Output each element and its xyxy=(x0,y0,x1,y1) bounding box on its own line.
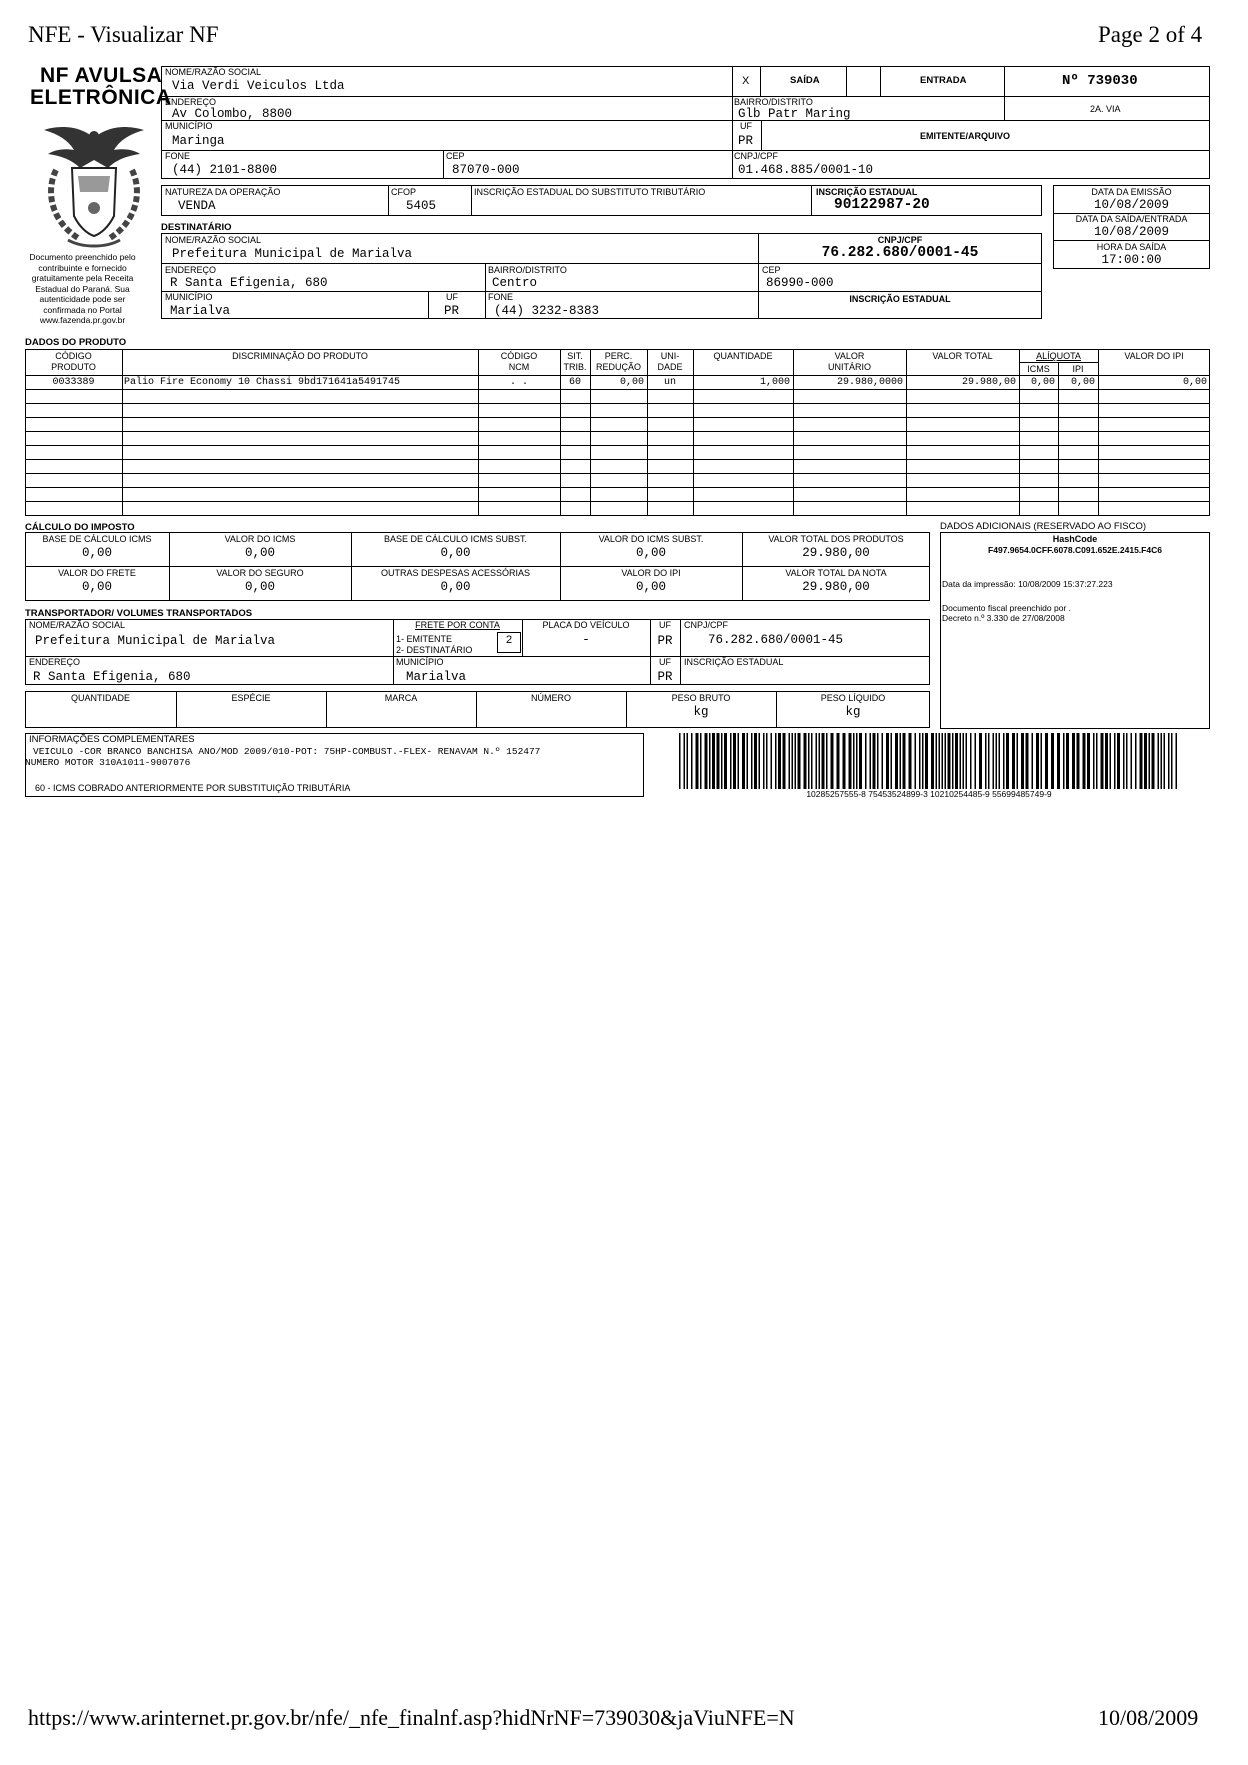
data-impressao: Data da impressão: 10/08/2009 15:37:27.223 xyxy=(942,579,1113,589)
valor-icms: 0,00 xyxy=(244,546,275,560)
col-uni xyxy=(647,351,693,373)
col-codigo-l1: CÓDIGO xyxy=(55,351,92,361)
frete-code: 2 xyxy=(505,634,513,646)
dest-nome-label: NOME/RAZÃO SOCIAL xyxy=(165,235,262,245)
col-desc: DISCRIMINAÇÃO DO PRODUTO xyxy=(232,351,368,361)
valor-seguro-label: VALOR DO SEGURO xyxy=(216,568,304,578)
tipo-saida: SAÍDA xyxy=(790,75,820,86)
transp-ie-label: INSCRIÇÃO ESTADUAL xyxy=(684,657,784,667)
emitente-uf-label: UF xyxy=(740,121,752,131)
transp-nome: Prefeitura Municipal de Marialva xyxy=(35,634,276,648)
outras-despesas: 0,00 xyxy=(440,580,471,594)
complementares-line1: VEICULO -COR BRANCO BANCHISA ANO/MOD 2009/010-POT: 75HP-COMBUST.-FLEX- RENAVAM N.º 152477 xyxy=(33,746,541,757)
cfop-label: CFOP xyxy=(391,187,417,197)
col-vipi: VALOR DO IPI xyxy=(1124,351,1184,361)
peso-bruto-label: PESO BRUTO xyxy=(671,693,731,703)
peso-liquido: kg xyxy=(845,705,861,719)
emitente-bairro: Glb Patr Maring xyxy=(738,107,851,121)
valor-icms-subst-label: VALOR DO ICMS SUBST. xyxy=(598,534,704,544)
brand-note-line: Documento preenchido pelo xyxy=(29,252,136,262)
vol-numero-label: NÚMERO xyxy=(531,693,571,703)
transportador-section: TRANSPORTADOR/ VOLUMES TRANSPORTADOS xyxy=(25,608,253,619)
frete-op2: 2- DESTINATÁRIO xyxy=(396,645,473,655)
total-nota: 29.980,00 xyxy=(802,580,870,594)
brand-line2: ELETRÔNICA xyxy=(30,86,172,109)
emitente-endereco-label: ENDEREÇO xyxy=(165,97,217,107)
placa: - xyxy=(582,633,590,647)
emitente-cep-label: CEP xyxy=(446,151,465,161)
dest-cep: 86990-000 xyxy=(766,276,834,290)
ie-label: INSCRIÇÃO ESTADUAL xyxy=(816,187,918,197)
dest-uf: PR xyxy=(444,304,460,318)
coat-of-arms-icon xyxy=(38,120,150,252)
emitente-cnpj: 01.468.885/0001-10 xyxy=(738,163,874,177)
total-produtos: 29.980,00 xyxy=(802,546,870,560)
barcode-number: 10285257555-8 75453524899-3 10210254485-9 55699485749-9 xyxy=(806,789,1052,799)
dest-uf-label: UF xyxy=(446,292,458,302)
dest-endereco: R Santa Efigenia, 680 xyxy=(170,276,328,290)
brand-line1: NF AVULSA xyxy=(40,64,163,87)
cell-icms: 0,00 xyxy=(1030,377,1055,388)
page-number: Page 2 of 4 xyxy=(1098,22,1203,47)
hash-label: HashCode xyxy=(1052,534,1098,544)
base-icms-subst-label: BASE DE CÁLCULO ICMS SUBST. xyxy=(383,534,528,544)
data-emissao-label: DATA DA EMISSÃO xyxy=(1091,187,1172,197)
emitente-municipio: Maringa xyxy=(172,134,225,148)
col-vt: VALOR TOTAL xyxy=(932,351,993,361)
destinatario-section: DESTINATÁRIO xyxy=(161,222,232,233)
transp-endereco-label: ENDEREÇO xyxy=(29,657,81,667)
vol-especie-label: ESPÉCIE xyxy=(231,693,271,703)
data-emissao: 10/08/2009 xyxy=(1093,198,1169,212)
frete-label: FRETE POR CONTA xyxy=(415,620,500,630)
tipo-entrada: ENTRADA xyxy=(920,75,967,86)
dest-ie-label: INSCRIÇÃO ESTADUAL xyxy=(849,294,951,304)
adicionais-section: DADOS ADICIONAIS (RESERVADO AO FISCO) xyxy=(940,521,1147,532)
emitente-endereco: Av Colombo, 8800 xyxy=(172,107,293,121)
col-uni-l1: UNI- xyxy=(660,351,680,361)
valor-frete: 0,00 xyxy=(81,580,112,594)
base-icms-label: BASE DE CÁLCULO ICMS xyxy=(42,534,152,544)
col-perc-l2: REDUÇÃO xyxy=(595,362,641,372)
transp-cnpj: 76.282.680/0001-45 xyxy=(708,633,844,647)
transp-municipio: Marialva xyxy=(406,670,467,684)
imposto-section: CÁLCULO DO IMPOSTO xyxy=(25,522,135,533)
barcode-icon xyxy=(679,733,1179,789)
dest-bairro: Centro xyxy=(492,276,538,290)
peso-liquido-label: PESO LÍQUIDO xyxy=(820,693,886,703)
base-icms: 0,00 xyxy=(81,546,112,560)
valor-frete-label: VALOR DO FRETE xyxy=(58,568,136,578)
brand-note-line: confirmada no Portal xyxy=(43,304,122,315)
cell-ncm: . . xyxy=(509,377,528,388)
page-title: NFE - Visualizar NF xyxy=(28,22,219,47)
col-sit xyxy=(560,351,590,373)
col-sit-l2: TRIB. xyxy=(563,362,587,372)
dest-nome: Prefeitura Municipal de Marialva xyxy=(172,247,413,261)
peso-bruto: kg xyxy=(693,705,709,719)
cell-vt: 29.980,00 xyxy=(961,377,1016,388)
emitente-nome: Via Verdi Veiculos Ltda xyxy=(172,79,345,93)
brand-note xyxy=(20,252,145,326)
dest-cnpj: 76.282.680/0001-45 xyxy=(821,245,979,261)
footer-url[interactable]: https://www.arinternet.pr.gov.br/nfe/_nfe_finalnf.asp?hidNrNF=739030&jaViuNFE=N xyxy=(28,1705,795,1730)
placa-label: PLACA DO VEÍCULO xyxy=(542,620,630,630)
valor-seguro: 0,00 xyxy=(244,580,275,594)
col-sit-l1: SIT. xyxy=(567,351,583,361)
cell-uni: un xyxy=(663,377,676,388)
dest-cep-label: CEP xyxy=(762,265,781,275)
transp-uf: PR xyxy=(657,634,673,648)
vol-qtd-label: QUANTIDADE xyxy=(70,693,130,703)
col-ncm-l2: NCM xyxy=(508,362,530,372)
cell-perc: 0,00 xyxy=(619,377,644,388)
brand-note-line: autenticidade pode ser xyxy=(39,294,126,304)
table-row xyxy=(25,376,1210,389)
col-vu-l1: VALOR xyxy=(834,351,865,361)
vol-marca-label: MARCA xyxy=(384,693,418,703)
valor-icms-label: VALOR DO ICMS xyxy=(224,534,296,544)
col-vu-l2: UNITÁRIO xyxy=(827,362,871,372)
frete-op1: 1- EMITENTE xyxy=(396,634,453,644)
base-icms-subst: 0,00 xyxy=(440,546,471,560)
col-icms: ICMS xyxy=(1027,364,1050,374)
valor-ipi-label: VALOR DO IPI xyxy=(621,568,681,578)
dest-fone-label: FONE xyxy=(488,292,514,302)
emitente-arquivo-label: EMITENTE/ARQUIVO xyxy=(920,131,1011,141)
natureza: VENDA xyxy=(178,199,216,213)
total-produtos-label: VALOR TOTAL DOS PRODUTOS xyxy=(768,534,904,544)
adicionais-block xyxy=(940,532,1210,729)
emitente-municipio-label: MUNICÍPIO xyxy=(165,121,213,131)
emitente-cep: 87070-000 xyxy=(452,163,520,177)
dest-bairro-label: BAIRRO/DISTRITO xyxy=(488,265,567,275)
emitente-cnpj-label: CNPJ/CPF xyxy=(734,151,779,161)
data-saida-label: DATA DA SAÍDA/ENTRADA xyxy=(1075,214,1188,224)
footer-date: 10/08/2009 xyxy=(1098,1705,1199,1730)
col-uni-l2: DADE xyxy=(657,362,683,372)
col-perc-l1: PERC. xyxy=(604,351,633,361)
outras-despesas-label: OUTRAS DESPESAS ACESSÓRIAS xyxy=(380,568,531,578)
brand-note-line: contribuinte e fornecido xyxy=(38,262,127,273)
transp-endereco: R Santa Efigenia, 680 xyxy=(33,670,191,684)
transp-cnpj-label: CNPJ/CPF xyxy=(684,620,729,630)
col-ipi: IPI xyxy=(1072,364,1084,374)
transp-uf-label: UF xyxy=(659,620,671,630)
dest-municipio: Marialva xyxy=(170,304,231,318)
emitente-bairro-label: BAIRRO/DISTRITO xyxy=(734,97,813,107)
emitente-uf: PR xyxy=(738,134,754,148)
col-aliquota: ALÍQUOTA xyxy=(1036,351,1081,361)
complementares-line2: NUMERO MOTOR 310A1011-9007076 xyxy=(25,757,191,768)
col-ncm-l1: CÓDIGO xyxy=(500,351,538,361)
brand-note-line: Estadual do Paraná. Sua xyxy=(35,283,130,294)
valor-icms-subst: 0,00 xyxy=(635,546,666,560)
transp-uf2: PR xyxy=(657,670,673,684)
cell-codigo: 0033389 xyxy=(52,377,95,388)
cell-desc: Palio Fire Economy 10 Chassi 9bd171641a5491745 xyxy=(124,377,401,388)
hora-saida-label: HORA DA SAÍDA xyxy=(1096,242,1167,252)
valor-ipi: 0,00 xyxy=(635,580,666,594)
hash-code: F497.9654.0CFF.6078.C091.652E.2415.F4C6 xyxy=(988,545,1162,555)
dest-cnpj-label: CNPJ/CPF xyxy=(877,235,923,245)
produtos-section: DADOS DO PRODUTO xyxy=(25,337,127,348)
transp-municipio-label: MUNICÍPIO xyxy=(396,657,444,667)
col-qtd: QUANTIDADE xyxy=(713,351,773,361)
emitente-fone: (44) 2101-8800 xyxy=(172,163,278,177)
col-perc xyxy=(590,351,647,373)
cell-vu: 29.980,0000 xyxy=(836,377,903,388)
transp-nome-label: NOME/RAZÃO SOCIAL xyxy=(29,620,126,630)
ie-subst-label: INSCRIÇÃO ESTADUAL DO SUBSTITUTO TRIBUTÁRIO xyxy=(474,187,706,197)
col-codigo-l2: PRODUTO xyxy=(51,362,96,372)
cfop: 5405 xyxy=(406,199,437,213)
hora-saida: 17:00:00 xyxy=(1101,253,1162,267)
transp-uf2-label: UF xyxy=(659,657,671,667)
complementares-line3: 60 - ICMS COBRADO ANTERIORMENTE POR SUBSTITUIÇÃO TRIBUTÁRIA xyxy=(35,783,351,793)
col-vu xyxy=(793,351,906,373)
via-label: 2A. VIA xyxy=(1090,104,1121,114)
col-codigo xyxy=(25,351,122,373)
emitente-fone-label: FONE xyxy=(165,151,191,161)
complementares-section: INFORMAÇÕES COMPLEMENTARES xyxy=(29,734,195,745)
col-ncm xyxy=(478,351,560,373)
natureza-label: NATUREZA DA OPERAÇÃO xyxy=(165,187,281,197)
ie: 90122987-20 xyxy=(834,197,930,213)
cell-qtd: 1,000 xyxy=(759,377,790,388)
nf-number: Nº 739030 xyxy=(1062,73,1138,89)
brand-note-line: www.fazenda.pr.gov.br xyxy=(39,315,126,325)
brand-note-line: gratuitamente pela Receita xyxy=(31,273,134,283)
total-nota-label: VALOR TOTAL DA NOTA xyxy=(785,568,887,578)
cell-ipi: 0,00 xyxy=(1070,377,1095,388)
tipo-mark: X xyxy=(742,75,750,87)
doc-fiscal-line2: Decreto n.º 3.330 de 27/08/2008 xyxy=(942,613,1065,623)
dest-fone: (44) 3232-8383 xyxy=(494,304,600,318)
cell-sit: 60 xyxy=(568,377,581,388)
doc-fiscal-line1: Documento fiscal preenchido por . xyxy=(942,603,1071,613)
dest-municipio-label: MUNICÍPIO xyxy=(165,292,213,302)
dest-endereco-label: ENDEREÇO xyxy=(165,265,217,275)
emitente-nome-label: NOME/RAZÃO SOCIAL xyxy=(165,67,262,77)
cell-vipi: 0,00 xyxy=(1182,377,1207,388)
data-saida: 10/08/2009 xyxy=(1093,225,1169,239)
